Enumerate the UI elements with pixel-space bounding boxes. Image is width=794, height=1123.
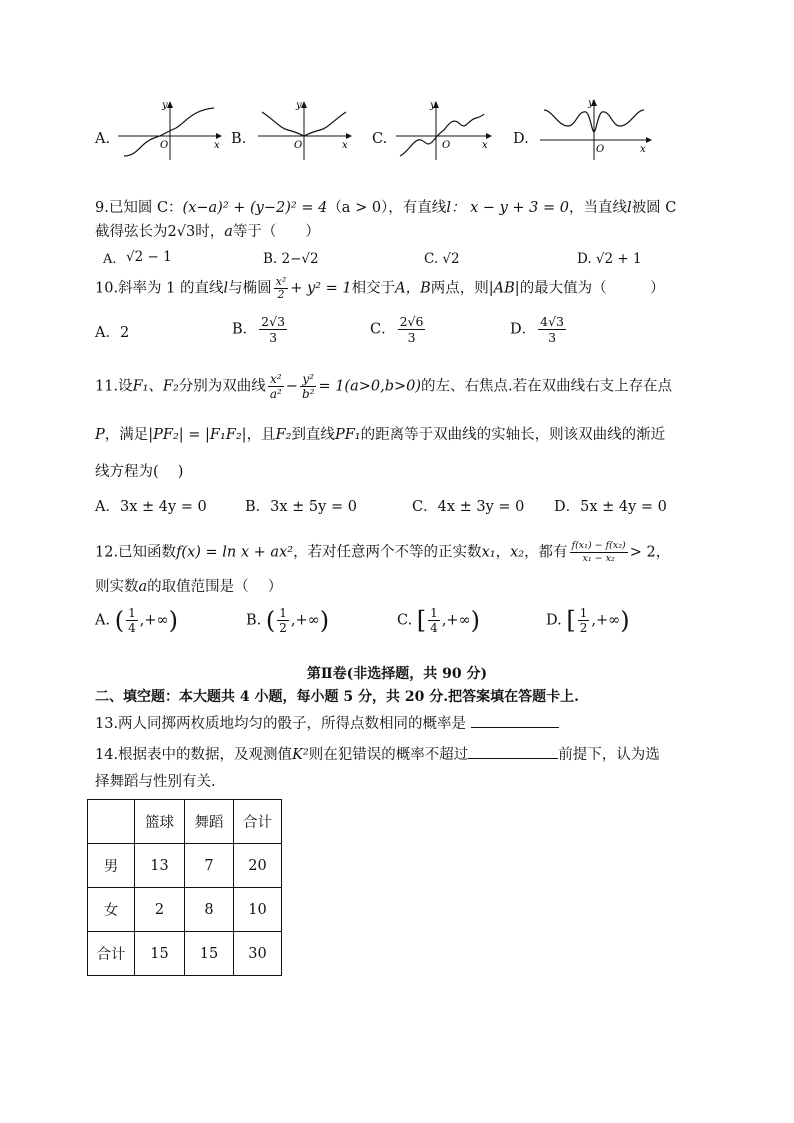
q10-opt-d-den: 3 <box>548 330 557 345</box>
q12-opt-a-num: 1 <box>128 606 136 620</box>
q11-frac1 <box>268 372 284 401</box>
q10-opt-d-num: 4√3 <box>540 314 565 329</box>
q9-line2 <box>95 222 320 242</box>
q14-k2: K² <box>292 747 309 763</box>
q9-opt-b: B. 2−√2 <box>263 251 319 267</box>
q10-opt-b-label: B． <box>232 321 258 338</box>
q9-opt-d: D. √2 + 1 <box>577 251 642 267</box>
graph-b-y-label: y <box>296 100 302 111</box>
graph-c-y-label: y <box>430 100 436 111</box>
q12-opt-b-label: B. <box>246 612 262 629</box>
graph-b-label: B. <box>231 131 247 147</box>
q13-text: 13.两人同掷两枚质地均匀的骰子，所得点数相同的概率是 <box>95 716 467 732</box>
q9-stem-c: 被圆 C <box>631 200 677 216</box>
q11-l2-d: 的距离等于双曲线的实轴长，则该双曲线的渐近 <box>360 427 666 443</box>
q12-opt-a-den: 4 <box>128 621 136 635</box>
q10-opt-b-frac <box>259 314 287 345</box>
q12-line1 <box>95 540 670 565</box>
q12-x1: x₁ <box>481 544 496 561</box>
q12-opt-c-rb: ) <box>470 606 481 635</box>
q11-l2-b: ，且 <box>246 427 276 443</box>
table-cell: 2 <box>135 888 185 932</box>
q10-e: A，B <box>395 280 431 297</box>
q12-opt-b-rb: ) <box>319 606 330 635</box>
q14-b: 则在犯错误的概率不超过 <box>308 747 469 763</box>
q14-line1 <box>95 744 660 765</box>
q10-opt-c-label: C． <box>370 321 396 338</box>
q12-frac <box>570 540 628 565</box>
q11-frac2 <box>300 372 317 401</box>
q9-chord: 2√3 <box>167 224 196 240</box>
graph-a-y-arrow <box>167 101 173 108</box>
graph-a-x-label: x <box>214 140 220 151</box>
contingency-table <box>87 799 282 976</box>
q12-l2-b: 的取值范围是（ ） <box>147 579 283 595</box>
q12-opt-b-frac <box>277 606 289 635</box>
q11-opt-a: A．3x ± 4y = 0 <box>95 499 207 515</box>
q11-n2: y² <box>300 372 317 387</box>
q14-c: 前提下，认为选 <box>558 747 660 763</box>
q12-opt-d-num: 1 <box>579 606 588 620</box>
q11-line2 <box>95 425 665 445</box>
q12-opt-a-tail: ,+∞ <box>139 612 169 629</box>
graph-d-label: D. <box>513 131 529 147</box>
q10-opt-c-den: 3 <box>407 330 416 345</box>
q12-opt-d-label: D. <box>546 612 562 629</box>
table-cell: 女 <box>88 888 135 932</box>
q12-opt-d <box>546 606 630 635</box>
q9-stem-a: 9.已知圆 C： <box>95 200 183 216</box>
table-cell: 30 <box>234 932 282 976</box>
q11-d: 的左、右焦点.若在双曲线右支上存在点 <box>421 378 673 395</box>
table-cell: 8 <box>185 888 234 932</box>
graph-d <box>540 98 652 162</box>
q9-opt-c: C. √2 <box>424 251 460 267</box>
graph-a-x-arrow <box>216 133 222 139</box>
table-cell: 男 <box>88 844 135 888</box>
q12-opt-d-den: 2 <box>579 621 588 635</box>
q11-line1 <box>95 372 672 401</box>
table-cell: 舞蹈 <box>185 800 234 844</box>
graph-b <box>258 98 352 162</box>
q11-p: P <box>95 427 105 443</box>
q11-opt-d: D．5x ± 4y = 0 <box>554 499 667 515</box>
q12-l2-a: 则实数 <box>95 579 139 595</box>
q10-g: |AB| <box>488 280 520 297</box>
graph-c <box>396 98 492 162</box>
table-row <box>88 888 282 932</box>
table-cell: 合计 <box>234 800 282 844</box>
graph-d-x-label: x <box>640 144 646 155</box>
q12-l2-v: a <box>138 579 148 595</box>
table-cell: 15 <box>185 932 234 976</box>
q12-a: 12.已知函数 <box>95 544 177 561</box>
graph-d-y-label: y <box>588 98 594 109</box>
q12-opt-c-tail: ,+∞ <box>441 612 471 629</box>
q11-minus: − <box>285 378 298 395</box>
q12-opt-b-tail: ,+∞ <box>290 612 320 629</box>
q10-opt-c-num: 2√6 <box>399 314 424 329</box>
q11-opt-c: C．4x ± 3y = 0 <box>412 499 525 515</box>
q12-b: ，若对任意两个不等的正实数 <box>293 544 482 561</box>
table-cell: 合计 <box>88 932 135 976</box>
graph-c-x-label: x <box>482 140 488 151</box>
section-title: 第Ⅱ卷(非选择题，共 90 分) <box>306 666 488 682</box>
q11-n1: x² <box>268 372 284 387</box>
q14-line2: 择舞蹈与性别有关. <box>95 774 216 790</box>
q9-cond: （a > 0），有直线 <box>327 200 447 216</box>
q13-answer-blank[interactable] <box>471 713 559 728</box>
section-heading: 二、填空题：本大题共 4 小题，每小题 5 分，共 20 分.把答案填在答题卡上. <box>95 689 579 705</box>
q11-l2-c: 到直线 <box>291 427 335 443</box>
graph-b-x-label: x <box>342 140 348 151</box>
q12-opt-a-rb: ) <box>168 606 178 635</box>
q12-opt-c-lb: [ <box>416 606 427 635</box>
q11-l2-pf: PF₁ <box>334 427 361 443</box>
q9-var-a: a <box>224 224 233 240</box>
table-cell: 20 <box>234 844 282 888</box>
q12-opt-b-num: 1 <box>279 606 287 620</box>
table-cell: 13 <box>135 844 185 888</box>
q12-opt-c-label: C. <box>397 612 413 629</box>
q12-d: ，都有 <box>524 544 568 561</box>
q11-d1: a² <box>269 387 282 401</box>
table-cell: 篮球 <box>135 800 185 844</box>
q12-opt-c <box>397 606 480 635</box>
q11-l2-f2: F₂ <box>275 427 292 443</box>
q10-opt-d <box>510 314 568 345</box>
q10-opt-d-label: D． <box>510 321 537 338</box>
q12-opt-b-lb: ( <box>265 606 276 635</box>
q12-opt-c-den: 4 <box>430 621 438 635</box>
q10-opt-b-den: 3 <box>269 330 278 345</box>
q12-opt-d-lb: [ <box>566 606 576 635</box>
graph-a-origin: O <box>160 140 169 151</box>
table-cell: 7 <box>185 844 234 888</box>
q10-f: 两点，则 <box>430 280 489 297</box>
table-row <box>88 932 282 976</box>
q12-opt-d-rb: ) <box>620 606 630 635</box>
q9-line2-c: 等于（ ） <box>232 224 320 240</box>
q10-a: 10.斜率为 1 的直线 <box>95 280 224 297</box>
table-cell: 15 <box>135 932 185 976</box>
q9-opt-a-value: √2 − 1 <box>126 249 172 265</box>
q9-l2: l <box>627 200 632 216</box>
q10-line1 <box>95 276 665 301</box>
q11-l2-eq: |PF₂| = |F₁F₂| <box>148 427 247 443</box>
q12-opt-c-num: 1 <box>430 606 438 620</box>
graph-b-y-arrow <box>301 101 307 108</box>
table-cell: 10 <box>234 888 282 932</box>
q9-opt-a-label: A. <box>103 252 117 267</box>
graph-a-label: A. <box>95 131 111 147</box>
q11-l2-a: ，满足 <box>104 427 149 443</box>
q12-opt-b-den: 2 <box>279 621 287 635</box>
graph-c-origin: O <box>442 140 451 151</box>
q10-d: 相交于 <box>351 280 396 297</box>
q9-line-eq: x − y + 3 = 0 <box>470 200 569 216</box>
q9-line1 <box>95 198 676 218</box>
q12-x2: x₂ <box>510 544 525 561</box>
q11-c: = 1(a>0,b>0) <box>318 378 422 395</box>
q12-opt-a-lb: ( <box>114 606 125 635</box>
q10-b: 与椭圆 <box>228 280 272 297</box>
q10-c: + y² = 1 <box>290 280 352 297</box>
q10-l: l <box>223 280 229 297</box>
q12-opt-c-frac <box>428 606 440 635</box>
table-row <box>88 844 282 888</box>
q12-c: ， <box>495 544 511 561</box>
q10-h: 的最大值为（ ） <box>519 280 665 297</box>
table-cell <box>88 800 135 844</box>
q10-opt-c <box>370 314 427 345</box>
q10-num: x² <box>275 275 287 288</box>
q10-opt-a: A．2 <box>95 325 130 341</box>
graph-c-label: C. <box>372 131 388 147</box>
graph-a-curve <box>124 108 214 156</box>
q11-b: 分别为双曲线 <box>178 378 266 395</box>
q12-opt-d-tail: ,+∞ <box>591 612 621 629</box>
q12-opt-a-frac <box>126 606 138 635</box>
q9-equation: (x−a)² + (y−2)² = 4 <box>182 200 328 216</box>
q10-opt-b-num: 2√3 <box>261 314 286 329</box>
q9-stem-b: ，当直线 <box>569 200 627 216</box>
graph-d-x-arrow <box>646 137 652 143</box>
q14-answer-blank[interactable] <box>468 744 558 759</box>
q12-opt-d-frac <box>578 606 590 635</box>
q11-opt-b: B．3x ± 5y = 0 <box>245 499 357 515</box>
graph-a <box>118 98 222 162</box>
q10-opt-c-frac <box>398 314 426 345</box>
q9-line-name: l： <box>446 200 466 216</box>
q13 <box>95 713 559 734</box>
q12-opt-b <box>246 606 329 635</box>
q9-line2-b: 时， <box>195 224 225 240</box>
graph-b-x-arrow <box>346 133 352 139</box>
q10-den: 2 <box>277 288 285 301</box>
q14-a: 14.根据表中的数据，及观测值 <box>95 747 293 763</box>
q10-opt-b <box>232 314 289 345</box>
q10-ellipse-frac <box>274 276 289 301</box>
q11-d2: b² <box>301 387 315 401</box>
graph-b-origin: O <box>294 140 303 151</box>
graph-d-origin: O <box>596 144 605 155</box>
q11-line3: 线方程为( ) <box>95 464 184 480</box>
q11-a: 11.设 <box>95 378 133 395</box>
q10-opt-d-frac <box>538 314 566 345</box>
graph-c-x-arrow <box>486 133 492 139</box>
q12-line2 <box>95 577 282 597</box>
q12-den: x₁ − x₂ <box>582 553 615 564</box>
q12-opt-a <box>95 606 178 635</box>
q12-opt-a-label: A. <box>95 612 111 629</box>
graph-a-y-label: y <box>162 100 168 111</box>
q12-gt: > 2， <box>629 544 671 561</box>
q11-f1: F₁、F₂ <box>132 378 179 395</box>
q9-line2-a: 截得弦长为 <box>95 224 168 240</box>
q12-num: f(x₁) − f(x₂) <box>571 540 626 551</box>
table-header-row <box>88 800 282 844</box>
q12-fx: f(x) = ln x + ax² <box>176 544 294 561</box>
